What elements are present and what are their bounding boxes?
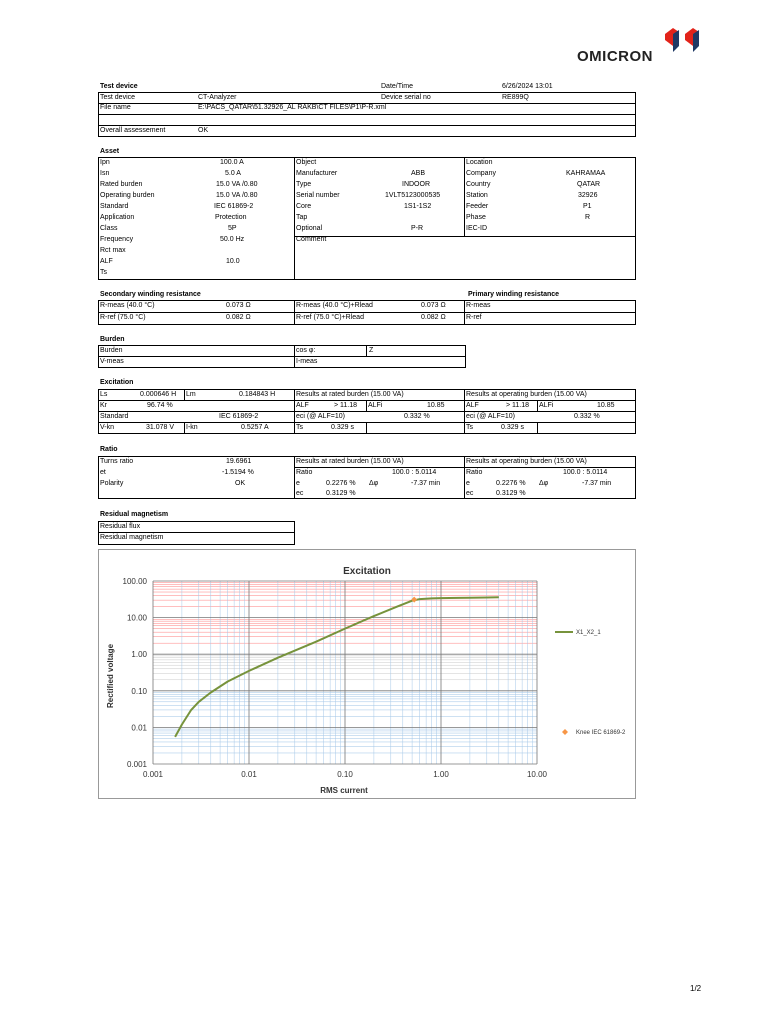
kr-value: 96.74 %: [147, 402, 173, 409]
page-number: 1/2: [690, 984, 702, 993]
asset-serial-label: Serial number: [296, 192, 340, 199]
y-tick-label: 1.00: [131, 650, 147, 660]
asset-rct-label: Rct max: [100, 247, 126, 254]
y-tick-label: 0.01: [131, 723, 147, 733]
ratio-rated-title: Results at rated burden (15.00 VA): [296, 458, 404, 465]
y-tick-label: 0.10: [131, 686, 147, 696]
primary-winding-heading: Primary winding resistance: [468, 291, 560, 298]
residual-magnetism-label: Residual magnetism: [100, 534, 164, 541]
asset-core-label: Core: [296, 203, 312, 210]
asset-frequency-value: 50.0 Hz: [220, 236, 245, 243]
polarity-label: Polarity: [100, 480, 124, 487]
series-line-X1_X2_1: [175, 597, 499, 737]
sec-rref-label: R-ref (75.0 °C): [100, 314, 146, 321]
exc-standard-label: Standard: [100, 413, 129, 420]
exc-rated-alfi-label: ALFi: [368, 402, 383, 409]
test-device-value: CT-Analyzer: [198, 94, 237, 101]
exc-operating-eci-value: 0.332 %: [574, 413, 600, 420]
ratio-operating-ratio-label: Ratio: [466, 469, 483, 476]
asset-application-value: Protection: [215, 214, 247, 221]
legend-label: X1_X2_1: [576, 630, 601, 636]
chart-grid: [153, 581, 537, 764]
ratio-operating-ratio-value: 100.0 : 5.0114: [563, 469, 608, 476]
serial-value: RE899Q: [502, 94, 529, 101]
asset-table: [98, 157, 636, 280]
y-tick-label: 100.00: [122, 577, 147, 586]
exc-operating-ts-label: Ts: [466, 424, 473, 431]
asset-tap-label: Tap: [296, 214, 308, 221]
asset-feeder-value: P1: [583, 203, 592, 210]
asset-ipn-label: Ipn: [100, 159, 110, 166]
date-time-value: 6/26/2024 13:01: [502, 83, 553, 90]
asset-rated-burden-value: 15.0 VA /0.80: [216, 181, 258, 188]
pri-rmeas-label: R-meas: [466, 302, 491, 309]
asset-optional-label: Optional: [296, 225, 323, 232]
exc-rated-title: Results at rated burden (15.00 VA): [296, 391, 404, 398]
asset-type-label: Type: [296, 181, 312, 188]
legend-knee-marker: [562, 729, 568, 735]
polarity-value: OK: [235, 480, 246, 487]
x-tick-label: 0.01: [241, 770, 257, 779]
asset-country-label: Country: [466, 181, 491, 188]
ratio-operating-e-label: e: [466, 480, 470, 487]
ratio-rated-ec-value: 0.3129 %: [326, 490, 356, 497]
chart-title: Excitation: [343, 566, 391, 577]
exc-rated-alf-value: > 11.18: [334, 402, 358, 409]
exc-operating-eci-label: eci (@ ALF=10): [466, 413, 515, 420]
asset-isn-value: 5.0 A: [225, 170, 241, 177]
burden-label: Burden: [100, 347, 123, 354]
vmeas-label: V-meas: [100, 358, 124, 365]
asset-standard-value: IEC 61869-2: [214, 203, 254, 210]
cos-phi-label: cos φ:: [296, 347, 316, 354]
sec-rmeas-lead-label: R-meas (40.0 °C)+Rlead: [296, 302, 373, 309]
asset-phase-value: R: [585, 214, 591, 221]
asset-rated-burden-label: Rated burden: [100, 181, 143, 188]
test-device-heading: Test device: [100, 83, 138, 90]
file-name-label: File name: [100, 104, 131, 111]
exc-operating-title: Results at operating burden (15.00 VA): [466, 391, 587, 398]
exc-rated-ts-label: Ts: [296, 424, 303, 431]
sec-rref-lead-value: 0.082 Ω: [421, 314, 446, 321]
asset-manufacturer-label: Manufacturer: [296, 170, 338, 177]
ratio-operating-ec-label: ec: [466, 490, 474, 497]
asset-application-label: Application: [100, 214, 135, 221]
ratio-rated-e-label: e: [296, 480, 300, 487]
asset-phase-label: Phase: [466, 214, 486, 221]
burden-heading: Burden: [100, 336, 125, 343]
chart-y-axis-label: Rectified voltage: [106, 643, 115, 709]
asset-serial-value: 1VLT5123000535: [385, 192, 441, 199]
exc-standard-value: IEC 61869-2: [219, 413, 259, 420]
ratio-rated-ec-label: ec: [296, 490, 304, 497]
brand-name: OMICRON: [577, 48, 653, 65]
asset-operating-burden-value: 15.0 VA /0.80: [216, 192, 258, 199]
asset-country-value: QATAR: [577, 181, 601, 188]
z-label: Z: [369, 347, 374, 354]
x-tick-label: 0.001: [142, 770, 164, 779]
lm-value: 0.184843 H: [239, 391, 276, 398]
ikn-label: I-kn: [186, 424, 198, 431]
exc-rated-alf-label: ALF: [296, 402, 309, 409]
asset-station-value: 32926: [578, 192, 598, 199]
sec-rmeas-value: 0.073 Ω: [226, 302, 251, 309]
et-label: et: [100, 469, 106, 476]
turns-ratio-label: Turns ratio: [100, 458, 134, 465]
ratio-operating-ec-value: 0.3129 %: [496, 490, 526, 497]
asset-manufacturer-value: ABB: [411, 170, 426, 177]
x-tick-label: 10.00: [526, 770, 548, 779]
residual-heading: Residual magnetism: [100, 511, 169, 518]
ratio-operating-dphi-label: Δφ: [539, 480, 549, 487]
asset-station-label: Station: [466, 192, 488, 199]
asset-operating-burden-label: Operating burden: [100, 192, 155, 199]
asset-company-value: KAHRAMAA: [566, 170, 606, 177]
y-tick-label: 10.00: [126, 613, 147, 623]
asset-isn-label: Isn: [100, 170, 110, 177]
exc-operating-alfi-label: ALFi: [539, 402, 554, 409]
serial-label: Device serial no: [381, 94, 431, 101]
sec-rref-value: 0.082 Ω: [226, 314, 251, 321]
ls-value: 0.000646 H: [140, 391, 177, 398]
residual-flux-label: Residual flux: [100, 523, 141, 530]
legend-knee-label: Knee IEC 61869-2: [576, 730, 626, 736]
asset-heading: Asset: [100, 148, 120, 155]
kr-label: Kr: [100, 402, 107, 409]
asset-frequency-label: Frequency: [100, 236, 134, 243]
ls-label: Ls: [100, 391, 108, 398]
asset-type-value: INDOOR: [402, 181, 430, 188]
asset-alf-value: 10.0: [226, 258, 240, 265]
test-device-label: Test device: [100, 94, 136, 101]
asset-optional-value: P-R: [411, 225, 424, 232]
y-tick-label: 0.001: [126, 760, 147, 769]
asset-alf-label: ALF: [100, 258, 113, 265]
brand-logo: [577, 28, 707, 68]
vkn-value: 31.078 V: [146, 424, 175, 431]
asset-standard-label: Standard: [100, 203, 129, 210]
exc-rated-alfi-value: 10.85: [427, 402, 445, 409]
chart-x-axis-label: RMS current: [320, 786, 368, 795]
excitation-chart: [99, 550, 635, 798]
ratio-rated-dphi-label: Δφ: [369, 480, 379, 487]
file-name-value: E:\PACS_QATAR\51.32926_AL RAKB\CT FILES\P1\P-R.xml: [198, 104, 387, 111]
exc-rated-eci-label: eci (@ ALF=10): [296, 413, 345, 420]
asset-feeder-label: Feeder: [466, 203, 489, 210]
turns-ratio-value: 19.6961: [226, 458, 252, 465]
exc-operating-alf-label: ALF: [466, 402, 479, 409]
asset-ipn-value: 100.0 A: [220, 159, 244, 166]
vkn-label: V-kn: [100, 424, 115, 431]
ratio-rated-ratio-value: 100.0 : 5.0114: [392, 469, 437, 476]
exc-rated-ts-value: 0.329 s: [331, 424, 354, 431]
exc-rated-eci-value: 0.332 %: [404, 413, 430, 420]
x-tick-label: 0.10: [337, 770, 353, 779]
pri-rref-label: R-ref: [466, 314, 482, 321]
ratio-heading: Ratio: [100, 446, 118, 453]
excitation-chart-frame: [98, 549, 636, 799]
excitation-heading: Excitation: [100, 379, 134, 386]
overall-assessment-label: Overall assessement: [100, 127, 166, 134]
asset-core-value: 1S1-1S2: [404, 203, 432, 210]
lm-label: Lm: [186, 391, 196, 398]
exc-operating-alf-value: > 11.18: [506, 402, 530, 409]
exc-operating-ts-value: 0.329 s: [501, 424, 524, 431]
overall-assessment-value: OK: [198, 127, 209, 134]
et-value: -1.5194 %: [222, 469, 254, 476]
ratio-rated-dphi-value: -7.37 min: [411, 480, 441, 487]
date-time-label: Date/Time: [381, 83, 414, 90]
asset-class-value: 5P: [228, 225, 237, 232]
asset-object-label: Object: [296, 159, 317, 166]
ratio-operating-dphi-value: -7.37 min: [582, 480, 612, 487]
asset-ts-label: Ts: [100, 269, 107, 276]
ratio-rated-ratio-label: Ratio: [296, 469, 313, 476]
omicron-logo-icon: [665, 28, 705, 54]
asset-company-label: Company: [466, 170, 496, 177]
sec-rref-lead-label: R-ref (75.0 °C)+Rlead: [296, 314, 364, 321]
ikn-value: 0.5257 A: [241, 424, 269, 431]
secondary-winding-heading: Secondary winding resistance: [100, 291, 201, 298]
chart-legend: [555, 630, 626, 736]
sec-rmeas-lead-value: 0.073 Ω: [421, 302, 446, 309]
ratio-rated-e-value: 0.2276 %: [326, 480, 356, 487]
exc-operating-alfi-value: 10.85: [597, 402, 615, 409]
ratio-operating-e-value: 0.2276 %: [496, 480, 526, 487]
sec-rmeas-label: R-meas (40.0 °C): [100, 302, 155, 309]
imeas-label: I-meas: [296, 358, 318, 365]
asset-class-label: Class: [100, 225, 118, 232]
asset-location-label: Location: [466, 159, 493, 166]
asset-comment-label: Comment: [296, 236, 327, 243]
chart-ticks: [123, 577, 548, 779]
x-tick-label: 1.00: [433, 770, 449, 779]
asset-iecid-label: IEC-ID: [466, 225, 487, 232]
ratio-operating-title: Results at operating burden (15.00 VA): [466, 458, 587, 465]
